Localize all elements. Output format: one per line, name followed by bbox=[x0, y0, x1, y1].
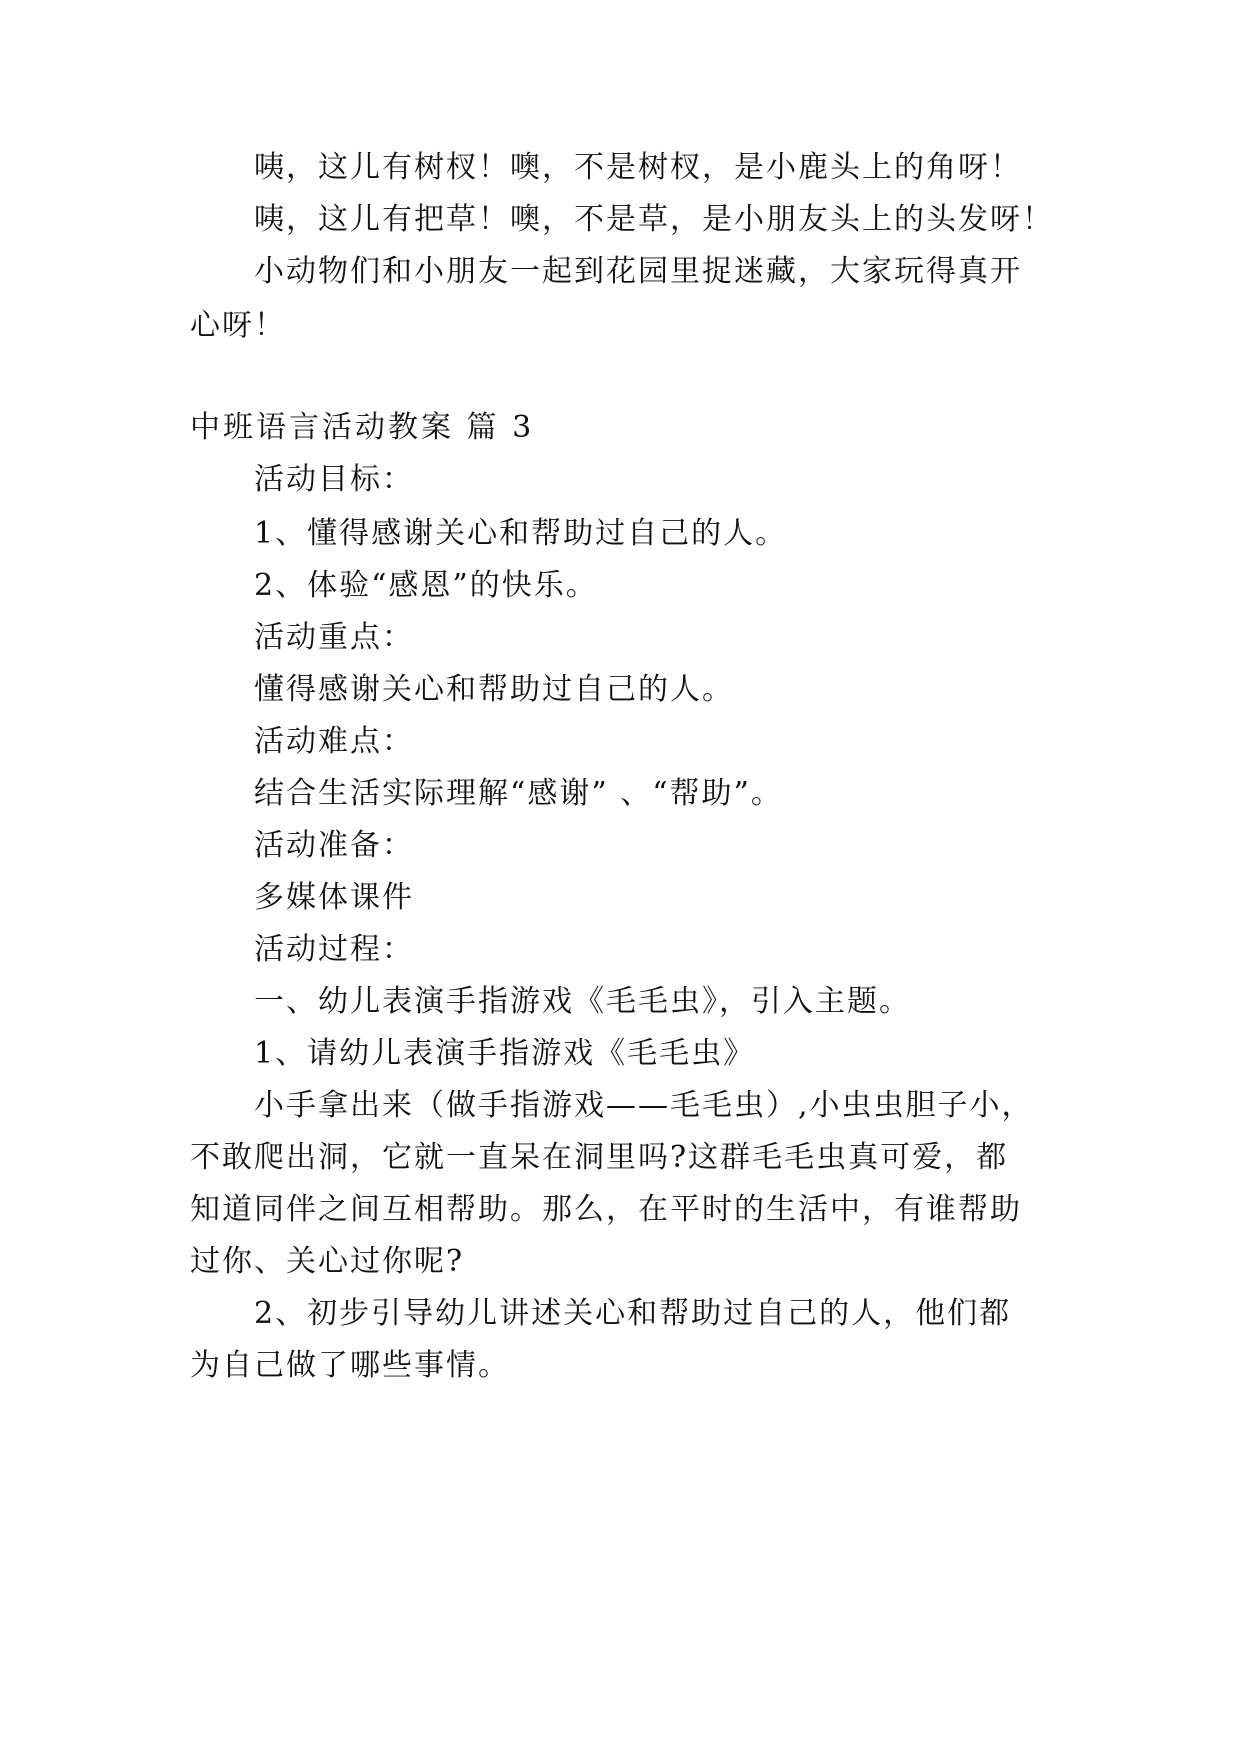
paragraph-line: 小动物们和小朋友一起到花园里捉迷藏，大家玩得真开 bbox=[254, 254, 1022, 289]
goals-label: 活动目标： bbox=[254, 462, 414, 497]
paragraph-line: 知道同伴之间互相帮助。那么，在平时的生活中，有谁帮助 bbox=[190, 1192, 1022, 1227]
paragraph-line: 为自己做了哪些事情。 bbox=[190, 1348, 510, 1383]
focus-text: 懂得感谢关心和帮助过自己的人。 bbox=[254, 672, 734, 707]
paragraph-line: 过你、关心过你呢? bbox=[190, 1244, 465, 1279]
focus-label: 活动重点： bbox=[254, 620, 414, 655]
paragraph-line: 咦，这儿有把草！噢，不是草，是小朋友头上的头发呀！ bbox=[254, 202, 1054, 237]
step-item: 2、初步引导幼儿讲述关心和帮助过自己的人，他们都 bbox=[254, 1296, 1012, 1331]
goal-item: 1、懂得感谢关心和帮助过自己的人。 bbox=[254, 516, 788, 551]
step-item: 1、请幼儿表演手指游戏《毛毛虫》 bbox=[254, 1036, 756, 1071]
paragraph-line: 不敢爬出洞，它就一直呆在洞里吗?这群毛毛虫真可爱，都 bbox=[190, 1140, 1009, 1175]
paragraph-line: 小手拿出来（做手指游戏——毛毛虫）,小虫虫胆子小， bbox=[254, 1088, 1034, 1123]
prep-label: 活动准备： bbox=[254, 828, 414, 863]
difficulty-text: 结合生活实际理解“感谢” 、“帮助”。 bbox=[254, 776, 783, 811]
process-label: 活动过程： bbox=[254, 932, 414, 967]
paragraph-line: 心呀！ bbox=[190, 308, 286, 343]
prep-text: 多媒体课件 bbox=[254, 880, 414, 915]
paragraph-line: 咦，这儿有树杈！噢，不是树杈，是小鹿头上的角呀！ bbox=[254, 150, 1022, 185]
step-heading: 一、幼儿表演手指游戏《毛毛虫》，引入主题。 bbox=[254, 984, 911, 1019]
goal-item: 2、体验“感恩”的快乐。 bbox=[254, 568, 598, 603]
difficulty-label: 活动难点： bbox=[254, 724, 414, 759]
section-title: 中班语言活动教案 篇 3 bbox=[190, 410, 535, 445]
